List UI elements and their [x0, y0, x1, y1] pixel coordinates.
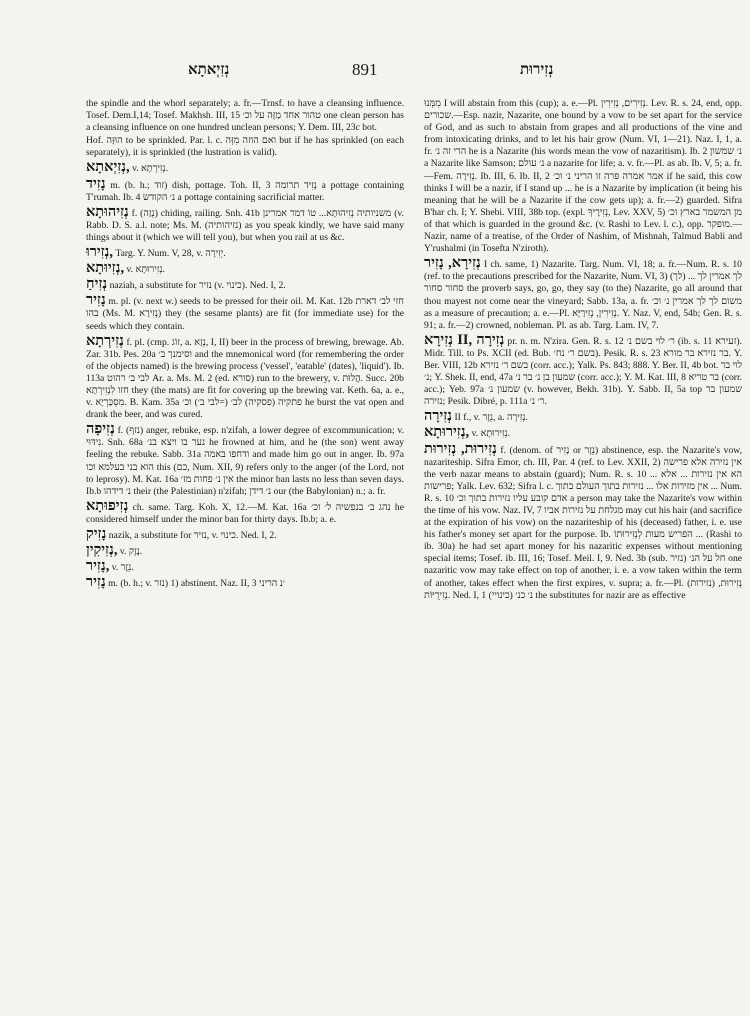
entry-2	[424, 333, 742, 409]
entry-headword: נְזִירְתָא	[86, 332, 124, 349]
entry-headword: נָזִיק	[86, 526, 107, 542]
entry-text: f. (נְזַה) chiding, railing. Snh. 41b משניותיה נְזִיהוּתָא... טוֹ דמר אמרינן (v. Rabb. D. S. a.l. note; Ms. M. (נזיהותיה) as you speak kindly, we have said many things about it (which we will tell you), but when you rail at us &c.	[86, 207, 404, 243]
entry-8	[86, 293, 404, 332]
entry-headword: נְזִירָה	[424, 408, 453, 425]
entry-7	[86, 277, 404, 292]
entry-10	[86, 422, 404, 498]
entry-0	[86, 98, 404, 134]
entry-headword: נָזִיר	[86, 574, 106, 591]
entry-text: f. (נזף) anger, rebuke, esp. n'zifah, a lower degree of excommunication; v. נִידּוּי. Snh. 68a נער בו ויצא בנ׳ he frowned at him, and he (the son) went away feeling the rebuke. Sabb. 31a ודחפו באמה and made him go out in anger. Ib. 97a הוא בני בעלמא וכו this (כם, Num. XII, 9) refers only to the anger (of the Lord, not to leprosy). M. Kat. 16a אין נ׳ פחות מז׳ the minor ban lasts no less than seven days. Ib.b נ׳ דידהו their (the Palestinian) n'zifah; נ׳ דידן our (the Babylonian) n.; a. fr.	[86, 425, 405, 497]
entry-text: Hof. הוּזָּה to be sprinkled. Par. l. c. ואם הוזה מִזְּה but if he has sprinkled (on each separately), it is sprinkled (the lustration is valid).	[86, 135, 405, 159]
entry-text: pr. n. m. N'zira. Gen. R. s. 12 ר׳ לוי בשם נ׳ (ib. s. 11 זעירא). Midr. Till. to Ps. XCII (ed. Bub. בשם ר׳ נח׳). Pesik. R. s. 23 בר נזירא בר מורא. Y. Ber. VIII, 12b בשם ר׳ נזירא (corr. acc.); Yalk. Ps. 843; 888. Y. Ber. II, 4b bot. לוי בר נ׳; Y. Shek. II, end, 47a שמעון בן נ׳ בר נ׳ (corr. acc.); Y. M. Kat. III, 8 בר טריא (corr. acc.); Yeb. 97a שמעון נ׳ (v. however, Bekh. 31b). Y. Sabb. II, 5a top שמעון בר נזירה; Pesik. Dibré, p. 111a ר׳ נ׳.	[424, 335, 743, 408]
entry-text: m. (b. h.; זוד) dish, pottage. Toh. II, 3 נְזִיד תרומה a pottage containing T'rumah. Ib. 4 נ׳ הקודש a pottage containing sacrificial matter.	[86, 179, 404, 203]
entry-14	[86, 559, 404, 574]
header-right-catchword: נְזִירוּת	[520, 62, 554, 78]
entry-text: v. נֵזֶר.	[111, 562, 134, 574]
entry-text: m. (b. h.; v. נזר) 1) abstinent. Naz. II, 3 ׳נ הריני	[108, 578, 286, 590]
entry-5	[86, 245, 404, 260]
entry-text: מִמְּנוּ I will abstain from this (cup); a. e.—Pl. נְזִירִים, נְזִירִין. Lev. R. s. 24, end, opp. שכורים.—Esp. nazir, Nazarite, one bound by a vow to be set apart for the service of God, and as such to abstain from grapes and all productions of the vine and from intoxicating drinks, and to let his hair grow (Num. VI, 1—21). Naz. I, 1, a. fr. הרי זה נ׳ he is a Nazarite (his words mean the vow of nazaritism). Ib. 2 נ׳ שמשון a Nazarite like Samson; נ׳ עולם a nazarite for life; a. v. fr.—Pl. as ab. Ib. V, 5; a. fr.—Fem. נְזִירָה. Ib. III, 6. Ib. II, 2 אמר אמרה פרה זו הריני נ׳ וכ׳ if he said, this cow thinks I will be a nazir, if I stand up ... he is a Nazarite by implication (it being his meaning that he will be a Nazarite if the cow gets up); a. fr.—2) guarded. Sifra B'har ch. I; Y. Shebi. VIII, 38b top. (expl. נְזִירֶיךָ, Lev. XXV, 5) מן המשמר בארץ וכ׳ of that which is guarded in the ground &c. (v. Rashi to Lev. l. c.), opp. מופקר.—Nazir, name of a treatise, of the Order of Nashim, of Mishnah, Talmud Babli and Y'rushalmi (in Tosefta N'ziroth).	[424, 98, 743, 255]
entry-15	[86, 575, 404, 590]
entry-text: the spindle and the whorl separately; a. fr.—Trnsf. to have a cleansing influence. Tosef. Dem.I,14; Tosef. Makhsh. III, 15 טהור אחד מַזֶּה על וכ׳ one clean person has a cleansing influence on one hundred unclean persons; Y. Dem. III, 23c bot.	[86, 98, 404, 134]
left-column	[86, 98, 404, 591]
entry-headword: נְזִיפָה	[86, 421, 115, 438]
entry-text: f. pl. (cmp. זוֹג, a. נְזָא, I, II) beer in the process of brewing, brewage. Ab. Zar. 31b. Pes. 20a וסימנך ב׳ and the mnemonical word (for remembering the order of the objects named) is the brewing process ('vessel', 'eatable' (dates), 'liquid'). Ib. 113a לבי ב׳ רהוט Ar. a. Ms. M. 2 (ed. סורא) run to the brewery, v. הֲלוּת. Succ. 20b חזו לִנְזִירְתָא they (the mats) are fit for covering up the brewing vat. Keth. 6a, a. e., v. מִסְכַּרְיָא. B. Kam. 35a פתקיה (פסקיה) לב׳ (=לבי ב׳) וכ׳ he burst the vat open and drank the beer, and was cured.	[86, 336, 405, 421]
entry-text: II f., v. נֵזֶר, a. נְזִירָה.	[454, 412, 528, 424]
right-column	[424, 98, 742, 603]
entry-text: Targ. Y. Num. V, 28, v. יְזִירָה.	[115, 248, 226, 260]
entry-text: v. נֶזֶק.	[119, 546, 143, 558]
entry-headword: נְזִירָא II, נְזִירָה	[424, 331, 505, 348]
entry-headword: נְזִיפוּתָא	[86, 497, 129, 514]
entry-text: ch. same. Targ. Koh. X, 12.—M. Kat. 16a נהג ב׳ בנפשיה ל׳ וכ׳ he considered himself under the minor ban for thirty days. Ib.b; a. e.	[86, 501, 404, 525]
entry-text: naziah, a substitute for נזיר (v. כינוי). Ned. I, 2.	[109, 280, 286, 292]
page-header	[0, 62, 750, 84]
entry-headword: נָזִיר	[86, 292, 106, 309]
entry-headword: נְזִיהוּתָא	[86, 203, 129, 220]
entry-headword: נְזִיקִין,	[86, 542, 118, 559]
entry-headword: נְזִירָא, נָזִיר	[424, 255, 481, 272]
entry-1	[424, 256, 742, 332]
entry-5	[424, 442, 742, 602]
entry-1	[86, 135, 404, 159]
entry-0	[424, 98, 742, 255]
entry-2	[86, 160, 404, 175]
entry-headword: נְזִיחַ	[86, 276, 108, 293]
header-left-catchword: נְזִיְאתָא	[188, 62, 230, 78]
entry-headword: נְזִיוּתָא,	[86, 260, 125, 277]
entry-12	[86, 527, 404, 542]
page-number: 891	[352, 60, 378, 79]
entry-headword: נְזִירוּתָא,	[424, 424, 470, 441]
entry-4	[424, 425, 742, 440]
entry-3	[86, 177, 404, 204]
entry-text: v. נְזִירְתָא.	[132, 163, 169, 175]
entry-text: v. נְזִירוּתָא.	[471, 428, 511, 440]
entry-text: I ch. same, 1) Nazarite. Targ. Num. VI, 18; a. fr.—Num. R. s. 10 (ref. to the precautions prescribed for the Nazarite, Num. VI, 3) (לך) לך אמרין לך ... סחור סחור the proverb says, go, go, they say (to the) Nazarite, go all around that thou mayest not come near the vineyard; Sabb. 13a, a. fr. משום לך לך אמרין נ׳ וכ׳ as a measure of precaution; a. e.—Pl. נְזִירִין, נְזִירַיָּא. Y. Naz. V, end, 54b; Gen. R. s. 91; a. fr.—2) crowned, nobleman. Pl. as ab. Targ. Lam. IV, 7.	[424, 259, 743, 331]
entry-4	[86, 205, 404, 244]
entry-9	[86, 334, 404, 422]
entry-11	[86, 499, 404, 526]
entry-13	[86, 543, 404, 558]
entry-headword: נְזִיְאתָא,	[86, 159, 130, 176]
entry-6	[86, 261, 404, 276]
entry-headword: נָזִיד	[86, 175, 106, 192]
entry-text: f. (denom. of נָזִיר or נֵזֶר) abstinence, esp. the Nazarite's vow, nazariteship. Sifra Emor, ch. III, Par. 4 (ref. to Lev. XXII, 2) אין נזירה אלא פרישה the verb nazar means to abstain (guard); Num. R. s. 10 ... הא אין נזירות ... אלא פרישות; Yalk. Lev. 632; Sifra l. c. אין מזירות אלו ... נזירות בתוך העולם בתוך ... Num. R. s. 10 אדם קובע עליו נזירות בתוך וכ׳ a person may take the Nazarite's vow within the time of his vow. Naz. IV, 7 מגלחת על נזירות אביו may cut his hair (and sacrifice at the expiration of his vow) on the nazariteship of his (deceased) father, i. e. use his father's money set apart for the purpose. Ib. הפריש מעות לְנְזִירוּתוֹ ... (Rashi to ib. 30a) he had set apart money for his nazaritic expenses without mentioning special items; Tosef. ib. III, 16; Tosef. Meil. I, 9. Ned. 3b (sub. נזיר) חל על הנ׳ one nazaritic vow may take effect on top of another, i. e. a vow taken within the term of another, takes effect when the first expires, v. supra; a. fr.—Pl. (נזירות) נְזִירוּת, נְזִירֻיּוֹת. Ned. I, 1 (כינויי) נ׳ כנ׳ the substitutes for nazir are as effective	[424, 444, 743, 601]
entry-text: nazik, a substitute for נזיר, v. כינוי. Ned. I, 2.	[108, 530, 277, 541]
entry-headword: נָזִיר,	[86, 558, 110, 575]
entry-headword: נְזִירוּת, נְזִירוּת	[424, 440, 497, 457]
entry-3	[424, 409, 742, 424]
entry-text: m. pl. (v. next w.) seeds to be pressed for their oil. M. Kat. 12b חזי לב׳ דארת בהו (Ms. M. נְזִירָא) they (the sesame plants) are fit (for immediate use) for the seeds which they contain.	[86, 296, 404, 332]
entry-headword: נְזִירוּ,	[86, 244, 114, 261]
entry-text: v. נְזִירוּתָא.	[126, 264, 165, 276]
